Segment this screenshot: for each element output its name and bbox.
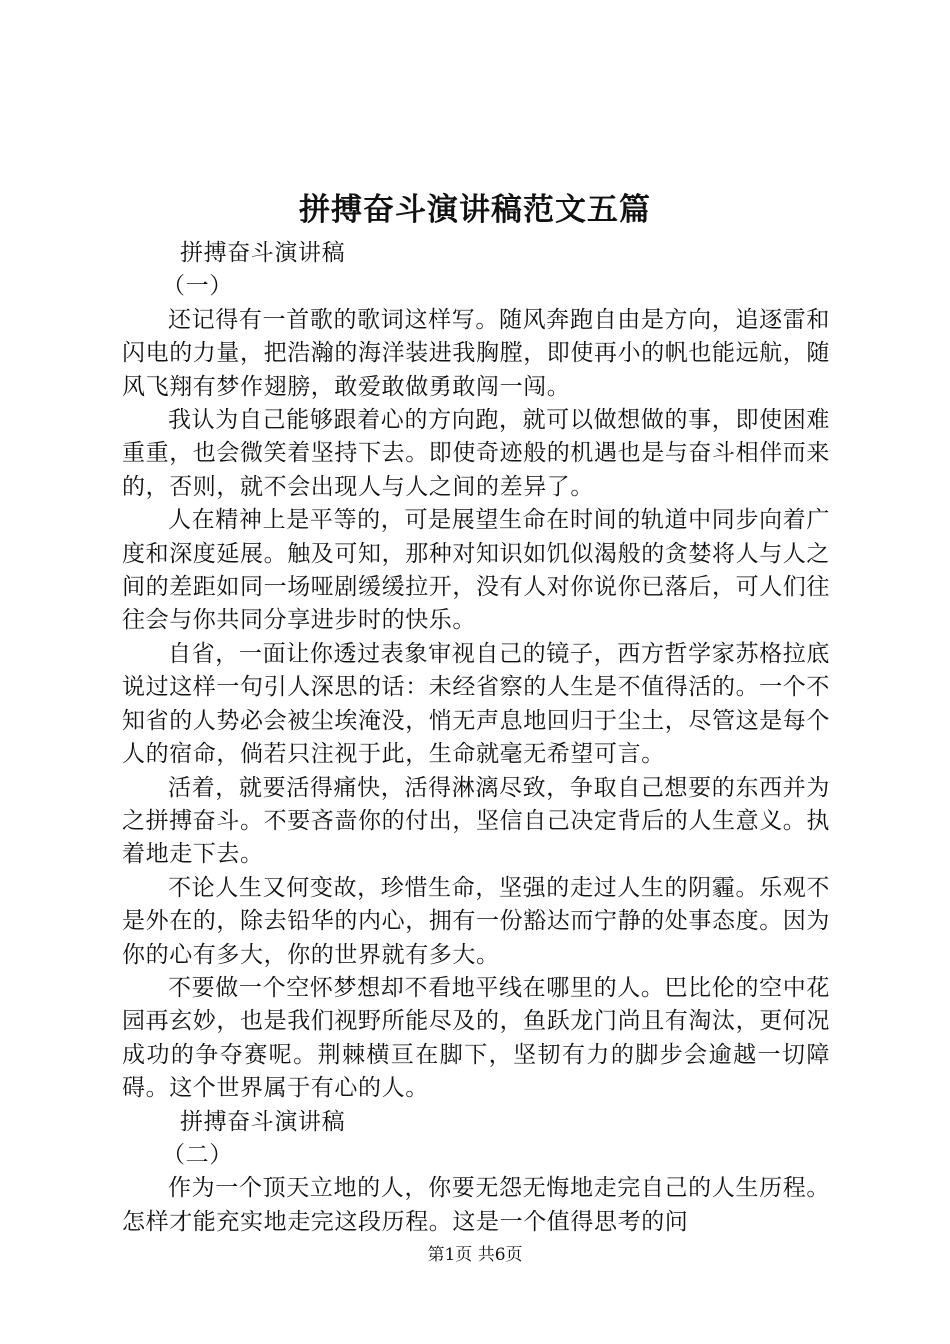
paragraph: 不论人生又何变故，珍惜生命，坚强的走过人生的阴霾。乐观不是外在的，除去铅华的内心，拥有一份豁达而宁静的处事态度。因为你的心有多大，你的世界就有多大。 — [122, 874, 830, 968]
paragraph: 作为一个顶天立地的人，你要无怨无悔地走完自己的人生历程。怎样才能充实地走完这段历程。这是一个值得思考的问 — [122, 1175, 830, 1235]
section-number: （二） — [162, 1141, 233, 1168]
paragraph: 我认为自己能够跟着心的方向跑，就可以做想做的事，即使困难重重，也会微笑着坚持下去。即使奇迹般的机遇也是与奋斗相伴而来的，否则，就不会出现人与人之间的差异了。 — [122, 407, 830, 500]
paragraph: 人在精神上是平等的，可是展望生命在时间的轨道中同步向着广度和深度延展。触及可知，那种对知识如饥似渴般的贪婪将人与人之间的差距如同一场哑剧缓缓拉开，没有人对你说你已落后，可人们往往会与你共同分享进步时的快乐。 — [122, 507, 830, 634]
speech-heading: 拼搏奋斗演讲稿 — [180, 240, 346, 266]
speech-heading: 拼搏奋斗演讲稿 — [180, 1108, 346, 1135]
section-number: （一） — [162, 273, 233, 300]
paragraph: 不要做一个空怀梦想却不看地平线在哪里的人。巴比伦的空中花园再玄妙，也是我们视野所能尽及的，鱼跃龙门尚且有淘汰，更何况成功的争夺赛呢。荆棘横亘在脚下，坚韧有力的脚步会逾越一切障碍。这个世界属于有心的人。 — [122, 974, 830, 1102]
paragraph: 活着，就要活得痛快，活得淋漓尽致，争取自己想要的东西并为之拼搏奋斗。不要吝啬你的付出，坚信自己决定背后的人生意义。执着地走下去。 — [122, 774, 830, 868]
document-title: 拼搏奋斗演讲稿范文五篇 — [299, 192, 651, 228]
document-body — [122, 237, 830, 1239]
page-footer: 第1页 共6页 — [427, 1245, 523, 1265]
paragraph: 自省，一面让你透过表象审视自己的镜子，西方哲学家苏格拉底说过这样一句引人深思的话：未经省察的人生是不值得活的。一个不知省的人势必会被尘埃淹没，悄无声息地回归于尘土，尽管这是每个人的宿命，倘若只注视于此，生命就毫无希望可言。 — [122, 640, 830, 768]
paragraph: 还记得有一首歌的歌词这样写。随风奔跑自由是方向，追逐雷和闪电的力量，把浩瀚的海洋装进我胸膛，即使再小的帆也能远航，随风飞翔有梦作翅膀，敢爱敢做勇敢闯一闯。 — [122, 306, 830, 400]
